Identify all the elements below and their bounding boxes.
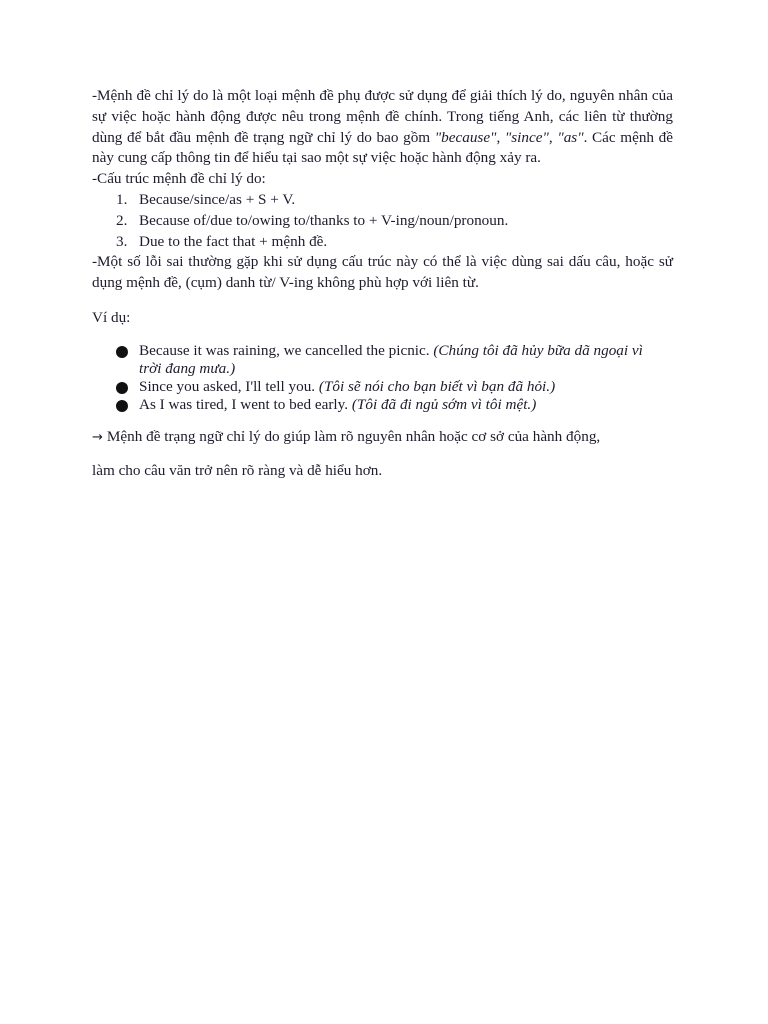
examples-list: [92, 342, 673, 414]
example-english: Since you asked, I'll tell you.: [139, 377, 319, 395]
conclusion-line-1: [92, 427, 673, 448]
example-translation: (Tôi sẽ nói cho bạn biết vì bạn đã hỏi.): [318, 377, 556, 395]
example-item: [92, 378, 673, 396]
example-translation: (Tôi đã đi ngủ sớm vì tôi mệt.): [351, 395, 537, 413]
structure-item-number: 2.: [116, 211, 128, 229]
structure-item: [92, 190, 673, 211]
intro-paragraph: [92, 86, 673, 169]
example-item: [92, 396, 673, 414]
structure-heading: -Cấu trúc mệnh đề chỉ lý do:: [92, 170, 266, 188]
structure-item-number: 3.: [116, 232, 128, 250]
intro-separator-1: ,: [496, 128, 505, 146]
arrow-right-icon: →: [92, 429, 103, 445]
conjunction-because: "because": [434, 128, 497, 146]
conjunction-since: "since": [504, 128, 549, 146]
structure-list: [92, 190, 673, 252]
intro-text-a: -Mệnh đề chỉ lý do là một loại mệnh đề phụ được sử dụng để giải thích lý do, nguyên nhân của sự việc hoặc hành động được nêu trong mệnh đề chính. Trong tiếng Anh, các liên từ thường dùng để bắt đầu mệnh đề trạng ngữ chỉ lý do bao gồm: [92, 87, 673, 146]
bullet-icon: [116, 382, 128, 394]
structure-item-text: Because/since/as + S + V.: [139, 190, 296, 208]
document-page: [92, 86, 673, 481]
bullet-icon: [116, 346, 128, 358]
spacer: [92, 414, 673, 427]
intro-text-b: . Các mệnh đề này cung cấp thông tin để hiểu tại sao một sự việc hoặc hành động xảy ra.: [92, 128, 673, 167]
structure-item: [92, 211, 673, 232]
examples-label: Ví dụ:: [92, 308, 131, 326]
spacer: [92, 294, 673, 308]
example-item: [92, 342, 673, 378]
structure-item-text: Because of/due to/owing to/thanks to + V-ing/noun/pronoun.: [139, 211, 509, 229]
conclusion-text-1: Mệnh đề trạng ngữ chỉ lý do giúp làm rõ nguyên nhân hoặc cơ sở của hành động,: [106, 427, 601, 445]
conclusion-line-2: làm cho câu văn trở nên rõ ràng và dễ hiểu hơn.: [92, 461, 383, 479]
example-english: As I was tired, I went to bed early.: [139, 395, 352, 413]
example-translation: (Chúng tôi đã hủy bữa dã ngoại vì trời đang mưa.): [139, 341, 643, 377]
bullet-icon: [116, 400, 128, 412]
structure-item: [92, 232, 673, 253]
example-english: Because it was raining, we cancelled the picnic.: [139, 341, 434, 359]
structure-item-text: Due to the fact that + mệnh đề.: [139, 232, 328, 250]
structure-item-number: 1.: [116, 190, 128, 208]
conjunction-as: "as": [557, 128, 584, 146]
spacer: [92, 329, 673, 342]
mistakes-paragraph: -Một số lỗi sai thường gặp khi sử dụng cấu trúc này có thể là việc dùng sai dấu câu, hoặc sử dụng mệnh đề, (cụm) danh từ/ V-ing không phù hợp với liên từ.: [92, 253, 673, 292]
intro-separator-2: ,: [548, 128, 558, 146]
